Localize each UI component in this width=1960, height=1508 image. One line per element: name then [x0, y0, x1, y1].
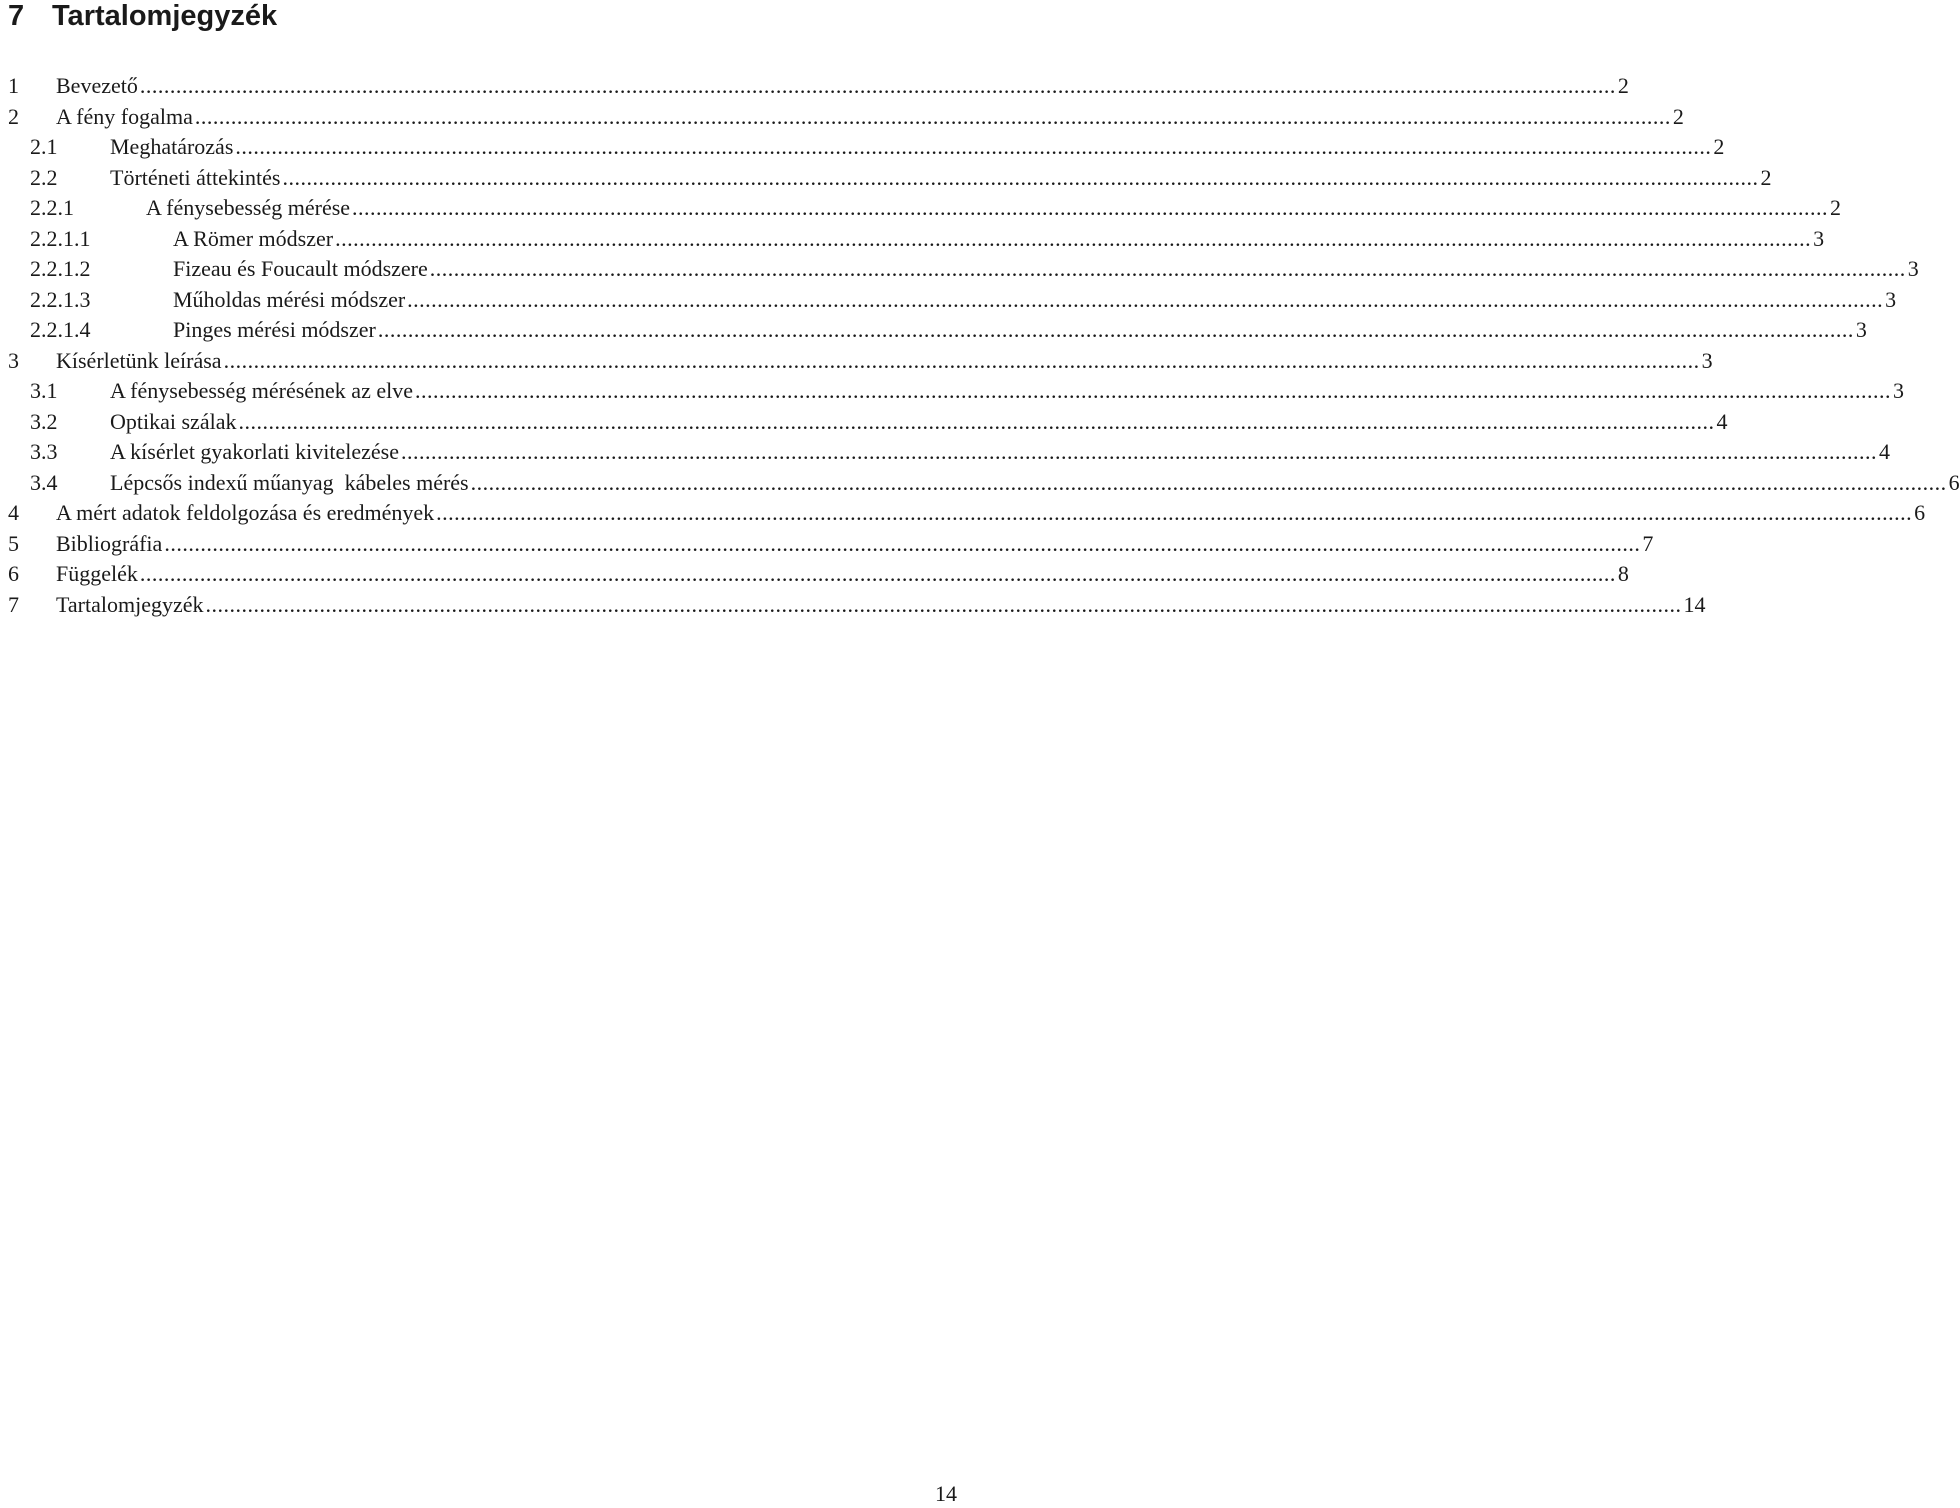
table-of-contents: [8, 71, 1960, 620]
toc-entry-page: 6: [1914, 500, 1926, 525]
toc-entry-title: Történeti áttekintés: [110, 164, 281, 190]
toc-entry-number: 2.2.1.1: [30, 225, 91, 251]
toc-dot-leader: ......................................................................................................................................................................................................................................................: [429, 256, 1906, 281]
section-title: Tartalomjegyzék: [52, 0, 278, 32]
toc-entry-page: 8: [1617, 561, 1629, 586]
toc-entry-number: 2: [8, 103, 19, 129]
toc-dot-leader: ......................................................................................................................................................................................................................................................: [139, 561, 1616, 586]
toc-entry[interactable]: [8, 315, 1867, 346]
toc-entry[interactable]: [8, 559, 1629, 590]
toc-dot-leader: ......................................................................................................................................................................................................................................................: [164, 530, 1641, 556]
toc-dot-leader: ......................................................................................................................................................................................................................................................: [407, 286, 1884, 312]
toc-entry-number: 2.2.1.3: [30, 286, 91, 312]
toc-entry-number: 6: [8, 561, 19, 586]
toc-entry-number: 4: [8, 500, 19, 525]
toc-entry-title: Bevezető: [56, 73, 138, 98]
section-number: 7: [8, 0, 25, 32]
toc-entry[interactable]: [8, 346, 1713, 377]
toc-dot-leader: ......................................................................................................................................................................................................................................................: [238, 408, 1715, 434]
toc-entry-title: A fény fogalma: [56, 103, 193, 129]
toc-entry-title: A Römer módszer: [173, 225, 334, 251]
toc-entry-page: 3: [1855, 317, 1867, 342]
toc-entry-title: Pinges mérési módszer: [173, 317, 376, 342]
toc-entry-title: Bibliográfia: [56, 530, 163, 556]
toc-entry-title: Meghatározás: [110, 134, 234, 159]
toc-entry-number: 2.1: [30, 134, 58, 159]
toc-entry-page: 4: [1716, 408, 1728, 434]
toc-dot-leader: ......................................................................................................................................................................................................................................................: [139, 73, 1616, 98]
toc-entry-number: 3: [8, 347, 19, 373]
toc-dot-leader: ......................................................................................................................................................................................................................................................: [377, 317, 1854, 342]
toc-entry[interactable]: [8, 437, 1890, 468]
toc-dot-leader: ......................................................................................................................................................................................................................................................: [400, 439, 1877, 464]
toc-entry[interactable]: [8, 132, 1725, 163]
toc-entry-page: 3: [1907, 256, 1919, 281]
toc-entry-number: 2.2.1: [30, 195, 74, 220]
toc-entry-title: Lépcsős indexű műanyag kábeles mérés: [110, 469, 469, 495]
toc-entry-title: Kísérletünk leírása: [56, 347, 222, 373]
toc-entry-page: 6: [1948, 469, 1960, 495]
toc-entry[interactable]: [8, 163, 1772, 194]
toc-dot-leader: ......................................................................................................................................................................................................................................................: [194, 103, 1671, 129]
toc-entry-page: 4: [1878, 439, 1890, 464]
page-title: [8, 0, 277, 34]
toc-dot-leader: ......................................................................................................................................................................................................................................................: [352, 195, 1829, 220]
toc-entry-page: 2: [1713, 134, 1725, 159]
toc-entry-page: 3: [1813, 225, 1825, 251]
toc-entry-title: Optikai szálak: [110, 408, 237, 434]
toc-entry-page: 2: [1617, 73, 1629, 98]
toc-dot-leader: ......................................................................................................................................................................................................................................................: [414, 378, 1891, 403]
toc-entry-number: 3.2: [30, 408, 58, 434]
toc-dot-leader: ......................................................................................................................................................................................................................................................: [335, 225, 1812, 251]
toc-entry-number: 3.1: [30, 378, 58, 403]
toc-entry-number: 2.2.1.4: [30, 317, 91, 342]
toc-dot-leader: ......................................................................................................................................................................................................................................................: [235, 134, 1712, 159]
toc-entry-title: Tartalomjegyzék: [56, 591, 204, 617]
toc-entry-number: 5: [8, 530, 19, 556]
toc-entry[interactable]: [8, 529, 1654, 560]
toc-entry-title: A mért adatok feldolgozása és eredmények: [56, 500, 435, 525]
toc-entry-number: 1: [8, 73, 19, 98]
toc-entry[interactable]: [8, 193, 1842, 224]
toc-entry-page: 2: [1760, 164, 1772, 190]
toc-entry-title: A fénysebesség mérése: [146, 195, 351, 220]
toc-entry[interactable]: [8, 285, 1897, 316]
toc-entry[interactable]: [8, 224, 1825, 255]
toc-entry[interactable]: [8, 71, 1629, 102]
page-number: 14: [935, 1481, 957, 1506]
toc-entry-number: 3.4: [30, 469, 58, 495]
toc-entry-page: 3: [1885, 286, 1897, 312]
toc-entry[interactable]: [8, 468, 1960, 499]
toc-entry-page: 14: [1683, 591, 1706, 617]
toc-entry-title: Műholdas mérési módszer: [173, 286, 406, 312]
toc-entry-title: A kísérlet gyakorlati kivitelezése: [110, 439, 399, 464]
toc-entry-number: 3.3: [30, 439, 58, 464]
toc-entry-number: 2.2.1.2: [30, 256, 91, 281]
toc-entry-page: 2: [1672, 103, 1684, 129]
toc-entry[interactable]: [8, 590, 1706, 621]
toc-entry-page: 3: [1701, 347, 1713, 373]
toc-dot-leader: ......................................................................................................................................................................................................................................................: [470, 469, 1947, 495]
toc-dot-leader: ......................................................................................................................................................................................................................................................: [205, 591, 1682, 617]
toc-entry-title: Függelék: [56, 561, 138, 586]
toc-entry[interactable]: [8, 376, 1904, 407]
toc-entry-page: 2: [1830, 195, 1842, 220]
toc-entry-number: 7: [8, 591, 19, 617]
toc-entry-number: 2.2: [30, 164, 58, 190]
toc-dot-leader: ......................................................................................................................................................................................................................................................: [282, 164, 1759, 190]
toc-entry[interactable]: [8, 498, 1926, 529]
toc-dot-leader: ......................................................................................................................................................................................................................................................: [223, 347, 1700, 373]
toc-entry[interactable]: [8, 254, 1919, 285]
toc-entry-page: 7: [1642, 530, 1654, 556]
toc-entry-title: Fizeau és Foucault módszere: [173, 256, 428, 281]
toc-entry-title: A fénysebesség mérésének az elve: [110, 378, 413, 403]
toc-entry[interactable]: [8, 407, 1728, 438]
toc-dot-leader: ......................................................................................................................................................................................................................................................: [436, 500, 1913, 525]
toc-entry[interactable]: [8, 102, 1684, 133]
toc-entry-page: 3: [1892, 378, 1904, 403]
